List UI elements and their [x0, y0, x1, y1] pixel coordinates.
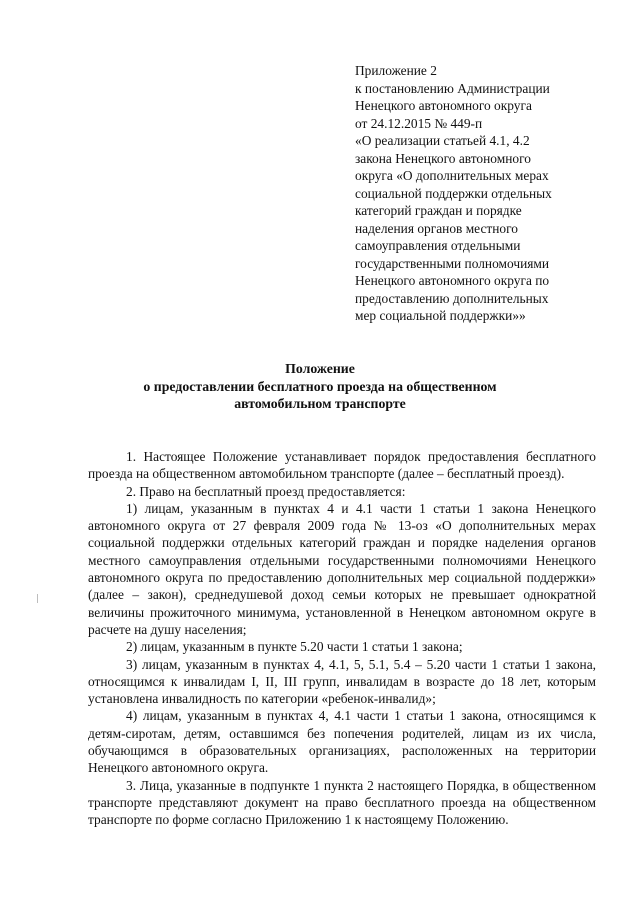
annex-line: государственными полномочиями	[355, 255, 550, 271]
paragraph-1: 1. Настоящее Положение устанавливает порядок предоставления бесплатного проезда на общественном автомобильном транспорте (далее – бесплатный проезд).	[88, 449, 596, 482]
document-title	[0, 360, 640, 413]
scan-mark	[37, 594, 38, 603]
paragraph-2-3: 3) лицам, указанным в пунктах 4, 4.1, 5, 5.1, 5.4 – 5.20 части 1 статьи 1 закона, относящимся к инвалидам I, II, III групп, инвалидам в возрасте до 18 лет, которым установлена инвалидность по категории «ребенок-инвалид»;	[88, 656, 596, 707]
annex-line: Приложение 2	[355, 63, 437, 78]
annex-line: самоуправления отдельными	[355, 238, 521, 253]
annex-line: категорий граждан и порядке	[355, 203, 522, 218]
annex-line: Ненецкого автономного округа	[355, 98, 532, 113]
annex-line: округа «О дополнительных мерах	[355, 168, 549, 183]
annex-line: «О реализации статьей 4.1, 4.2	[355, 133, 530, 148]
paragraph-2-1: 1) лицам, указанным в пунктах 4 и 4.1 части 1 статьи 1 закона Ненецкого автономного округа от 27 февраля 2009 года № 13-оз «О дополнительных мерах социальной поддержки отдельных категорий граждан и порядке наделения органов местного самоуправления отдельными государственными полномочиями Ненецкого автономного округа по предоставлению дополнительных мер социальной поддержки» (далее – закон), среднедушевой доход семьи которых не превышает однократной величины прожиточного минимума, установленной в Ненецком автономном округе в расчете на душу населения;	[88, 500, 596, 637]
annex-line: мер социальной поддержки»»	[355, 308, 526, 323]
title-line: Положение	[285, 361, 355, 376]
annex-header	[355, 62, 605, 325]
title-line: о предоставлении бесплатного проезда на общественном	[143, 378, 497, 394]
annex-line: наделения органов местного	[355, 220, 518, 236]
paragraph-3: 3. Лица, указанные в подпункте 1 пункта 2 настоящего Порядка, в общественном транспорте представляют документ на право бесплатного проезда на общественном транспорте по форме согласно Приложению 1 к настоящему Положению.	[88, 777, 596, 828]
paragraph-2-4: 4) лицам, указанным в пунктах 4, 4.1 части 1 статьи 1 закона, относящимся к детям-сиротам, детям, оставшимся без попечения родителей, лицам из их числа, обучающимся в образовательных организациях, расположенных на территории Ненецкого автономного округа.	[88, 708, 596, 776]
paragraph-2-2: 2) лицам, указанным в пункте 5.20 части 1 статьи 1 закона;	[126, 639, 463, 655]
title-line: автомобильном транспорте	[234, 396, 406, 411]
document-body	[88, 448, 596, 829]
annex-line: социальной поддержки отдельных	[355, 185, 552, 201]
annex-line: предоставлению дополнительных	[355, 290, 549, 306]
paragraph-2: 2. Право на бесплатный проезд предоставляется:	[126, 483, 406, 499]
annex-line: закона Ненецкого автономного	[355, 150, 531, 166]
annex-line: Ненецкого автономного округа по	[355, 273, 550, 288]
annex-line: от 24.12.2015 № 449-п	[355, 115, 483, 131]
annex-line: к постановлению Администрации	[355, 80, 550, 96]
